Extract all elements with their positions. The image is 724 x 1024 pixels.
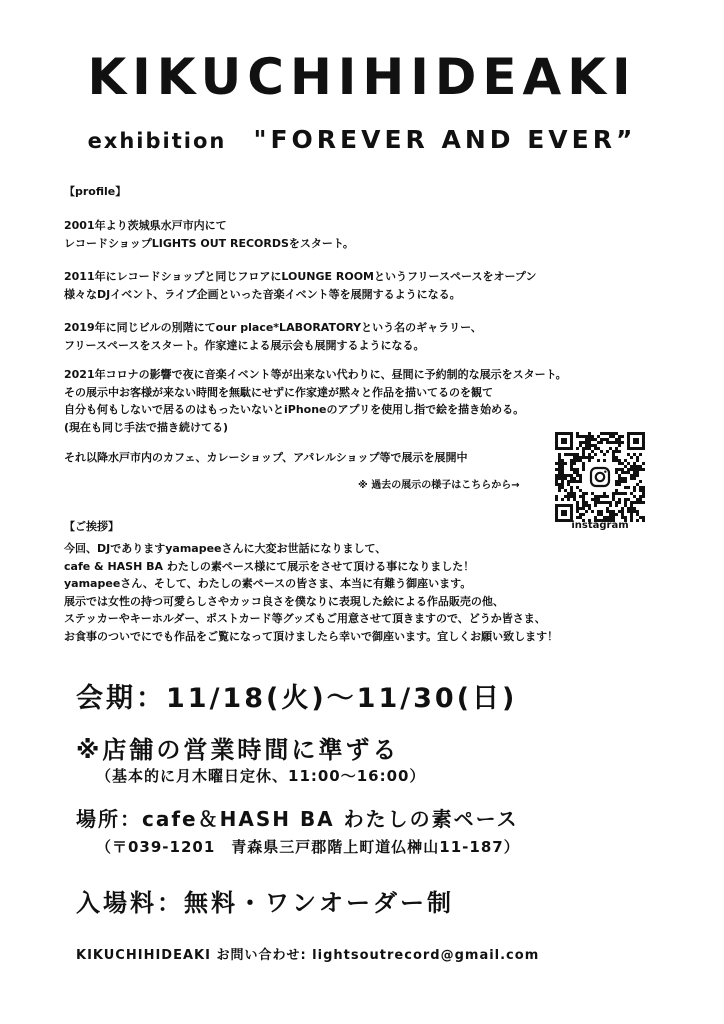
instagram-qr-code[interactable] bbox=[555, 432, 645, 522]
event-hours-note: （基本的に月木曜日定休、11:00〜16:00） bbox=[96, 767, 426, 785]
greeting-line: yamapeeさん、そして、わたしの素ペースの皆さま、本当に有難う御座います。 bbox=[64, 577, 472, 590]
profile-line: 2021年コロナの影響で夜に音楽イベント等が出来ない代わりに、昼間に予約制的な展示をスタート。 bbox=[64, 368, 567, 381]
profile-line: 2001年より茨城県水戸市内にて bbox=[64, 219, 227, 232]
contact-line: KIKUCHIHIDEAKI お問い合わせ: lightsoutrecord@gmail.com bbox=[76, 948, 540, 963]
greeting-line: 展示では女性の持つ可愛らしさやカッコ良さを僕なりに表現した絵による作品販売の他、 bbox=[64, 594, 504, 608]
event-period: 会期：11/18(火)〜11/30(日) bbox=[76, 683, 518, 714]
profile-line: 様々なDJイベント、ライブ企画といった音楽イベント等を展開するようになる。 bbox=[64, 287, 461, 301]
greeting-line: cafe & HASH BA わたしの素ペース様にて展示をさせて頂ける事になりました！ bbox=[64, 559, 475, 573]
profile-line: 自分も何もしないで居るのはもったいないとiPhoneのアプリを使用し指で絵を描き始める。 bbox=[64, 403, 525, 416]
exhibition-name: "FOREVER AND EVER” bbox=[253, 125, 637, 154]
greeting-text bbox=[64, 540, 558, 645]
profile-paragraph bbox=[64, 268, 536, 303]
exhibition-word: exhibition bbox=[87, 129, 227, 153]
instagram-icon bbox=[588, 465, 612, 489]
event-venue: 場所：cafe＆HASH BA わたしの素ペース bbox=[76, 807, 519, 831]
greeting-line: ステッカーやキーホルダー、ポストカード等グッズもご用意させて頂きますので、どうか皆さま、 bbox=[64, 612, 546, 625]
qr-label: instagram bbox=[571, 520, 629, 531]
profile-line: 2019年に同じビルの別階にてour place*LABORATORYという名のギャラリー、 bbox=[64, 321, 482, 334]
event-fee: 入場料：無料・ワンオーダー制 bbox=[76, 889, 454, 917]
profile-paragraph bbox=[64, 217, 354, 252]
profile-paragraph bbox=[64, 366, 567, 436]
profile-line: それ以降水戸市内のカフェ、カレーショップ、アパレルショップ等で展示を展開中 bbox=[64, 451, 468, 464]
profile-paragraph bbox=[64, 319, 482, 354]
profile-line: フリースペースをスタート。作家達による展示会も展開するようになる。 bbox=[64, 338, 425, 352]
exhibition-line bbox=[0, 122, 724, 161]
profile-line: (現在も同じ手法で描き続けてる) bbox=[64, 420, 229, 434]
qr-finder-top-left bbox=[555, 432, 573, 450]
profile-line: レコードショップLIGHTS OUT RECORDSをスタート。 bbox=[64, 236, 354, 250]
profile-heading: 【profile】 bbox=[64, 185, 127, 198]
qr-finder-top-right bbox=[627, 432, 645, 450]
greeting-line: 今回、DJでありますyamapeeさんに大変お世話になりまして、 bbox=[64, 542, 387, 555]
profile-line: 2011年にレコードショップと同じフロアにLOUNGE ROOMというフリースペースをオープン bbox=[64, 270, 537, 283]
greeting-line: お食事のついでにでも作品をご覧になって頂けましたら幸いで御座います。宜しくお願い致します！ bbox=[64, 629, 559, 643]
profile-line: その展示中お客様が来ない時間を無駄にせずに作家達が黙々と作品を描いてるのを観て bbox=[64, 385, 493, 399]
past-exhibitions-note: ※ 過去の展示の様子はこちらから→ bbox=[358, 480, 520, 491]
artist-title: KIKUCHIHIDEAKI bbox=[87, 48, 637, 106]
profile-paragraph bbox=[64, 449, 467, 467]
greeting-heading: 【ご挨拶】 bbox=[64, 520, 119, 533]
event-hours: ※店舗の営業時間に準ずる bbox=[76, 736, 400, 764]
event-address: （〒039-1201 青森県三戸郡階上町道仏榊山11-187） bbox=[96, 838, 520, 856]
